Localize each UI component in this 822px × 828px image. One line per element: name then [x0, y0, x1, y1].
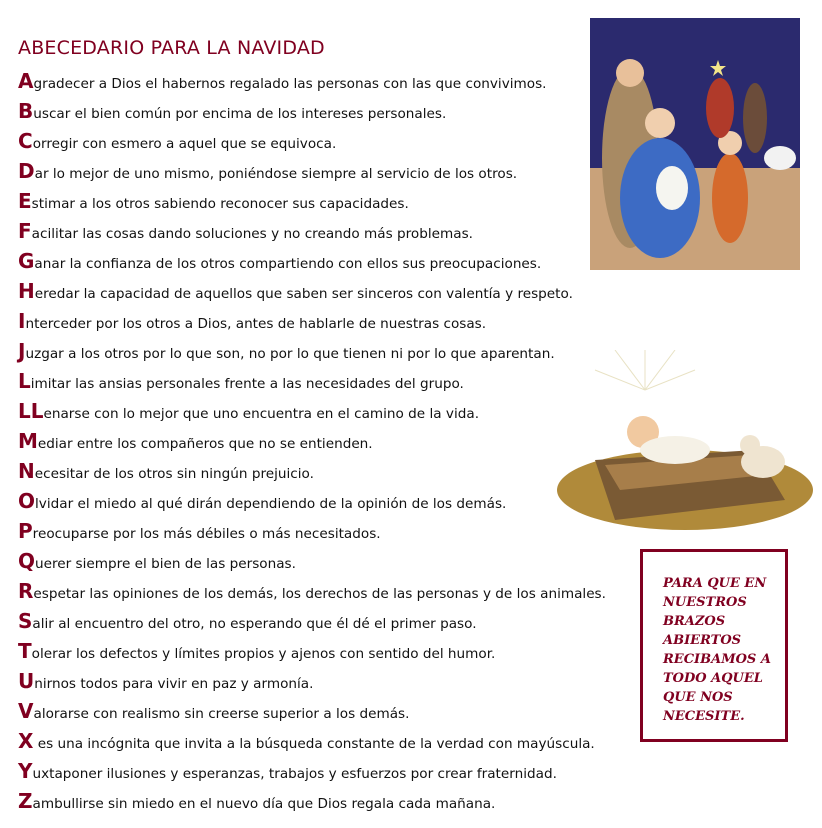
item-text: orregir con esmero a aquel que se equivoca. [32, 136, 337, 152]
list-item [18, 486, 606, 516]
list-item [18, 606, 606, 636]
message-text: PARA QUE EN NUESTROS BRAZOS ABIERTOS RECIBAMOS A TODO AQUEL QUE NOS NECESITE. [663, 576, 771, 724]
list-item [18, 396, 606, 426]
item-text: uxtaponer ilusiones y esperanzas, trabajos y esfuerzos por crear fraternidad. [32, 766, 557, 782]
item-text: olerar los defectos y límites propios y ajenos con sentido del humor. [31, 646, 496, 662]
list-item [18, 96, 606, 126]
list-item [18, 786, 606, 816]
initial-letter: G [18, 249, 35, 273]
initial-letter: A [18, 69, 34, 93]
baby-in-manger-image [555, 350, 813, 538]
item-text: stimar a los otros sabiendo reconocer sus capacidades. [31, 196, 409, 212]
initial-letter: O [18, 489, 36, 513]
list-item [18, 366, 606, 396]
item-text: ecesitar de los otros sin ningún prejuicio. [34, 466, 314, 482]
initial-letter: Q [18, 549, 36, 573]
initial-letter: J [18, 339, 26, 363]
initial-letter: B [18, 99, 34, 123]
initial-letter: N [18, 459, 35, 483]
list-item [18, 636, 606, 666]
item-text: eredar la capacidad de aquellos que saben ser sinceros con valentía y respeto. [34, 286, 573, 302]
initial-letter: C [18, 129, 33, 153]
item-text: anar la confianza de los otros compartiendo con ellos sus preocupaciones. [34, 256, 542, 272]
initial-letter: D [18, 159, 35, 183]
initial-letter: M [18, 429, 38, 453]
item-text: nterceder por los otros a Dios, antes de hablarle de nuestras cosas. [25, 316, 487, 332]
list-item [18, 426, 606, 456]
initial-letter: T [18, 639, 32, 663]
alphabet-list [18, 66, 606, 816]
list-item [18, 456, 606, 486]
item-text: enarse con lo mejor que uno encuentra en el camino de la vida. [43, 406, 480, 422]
list-item [18, 726, 606, 756]
list-item [18, 216, 606, 246]
item-text: ar lo mejor de uno mismo, poniéndose siempre al servicio de los otros. [34, 166, 518, 182]
list-item [18, 276, 606, 306]
item-text: gradecer a Dios el habernos regalado las personas con las que convivimos. [33, 76, 547, 92]
list-item [18, 126, 606, 156]
nativity-scene-image [590, 18, 800, 270]
list-item [18, 186, 606, 216]
initial-letter: Y [18, 759, 33, 783]
item-text: uzgar a los otros por lo que son, no por lo que tienen ni por lo que aparentan. [25, 346, 555, 362]
list-item [18, 66, 606, 96]
list-item [18, 576, 606, 606]
list-item [18, 516, 606, 546]
initial-letter: S [18, 609, 33, 633]
initial-letter: U [18, 669, 35, 693]
message-box [640, 549, 788, 742]
initial-letter: R [18, 579, 34, 603]
initial-letter: P [18, 519, 33, 543]
item-text: alir al encuentro del otro, no esperando que él dé el primer paso. [32, 616, 477, 632]
page-title: ABECEDARIO PARA LA NAVIDAD [18, 36, 325, 59]
initial-letter: V [18, 699, 34, 723]
item-text: uscar el bien común por encima de los intereses personales. [33, 106, 447, 122]
initial-letter: F [18, 219, 32, 243]
initial-letter: E [18, 189, 32, 213]
item-text: alorarse con realismo sin creerse superior a los demás. [33, 706, 410, 722]
initial-letter: X [18, 729, 34, 753]
initial-letter: H [18, 279, 35, 303]
initial-letter: Z [18, 789, 33, 813]
initial-letter: I [18, 309, 26, 333]
list-item [18, 546, 606, 576]
list-item [18, 666, 606, 696]
list-item [18, 306, 606, 336]
list-item [18, 756, 606, 786]
item-text: reocuparse por los más débiles o más necesitados. [32, 526, 381, 542]
item-text: ambullirse sin miedo en el nuevo día que Dios regala cada mañana. [32, 796, 496, 812]
list-item [18, 156, 606, 186]
item-text: nirnos todos para vivir en paz y armonía. [34, 676, 314, 692]
list-item [18, 696, 606, 726]
list-item [18, 336, 606, 366]
item-text: lvidar el miedo al qué dirán dependiendo de la opinión de los demás. [35, 496, 507, 512]
item-text: imitar las ansias personales frente a las necesidades del grupo. [30, 376, 464, 392]
item-text: ediar entre los compañeros que no se entienden. [37, 436, 373, 452]
list-item [18, 246, 606, 276]
item-text: es una incógnita que invita a la búsqueda constante de la verdad con mayúscula. [33, 736, 595, 752]
initial-letter: L [18, 369, 31, 393]
item-text: acilitar las cosas dando soluciones y no creando más problemas. [31, 226, 473, 242]
item-text: uerer siempre el bien de las personas. [35, 556, 296, 572]
initial-letter: LL [18, 399, 44, 423]
item-text: espetar las opiniones de los demás, los derechos de las personas y de los animales. [33, 586, 606, 602]
